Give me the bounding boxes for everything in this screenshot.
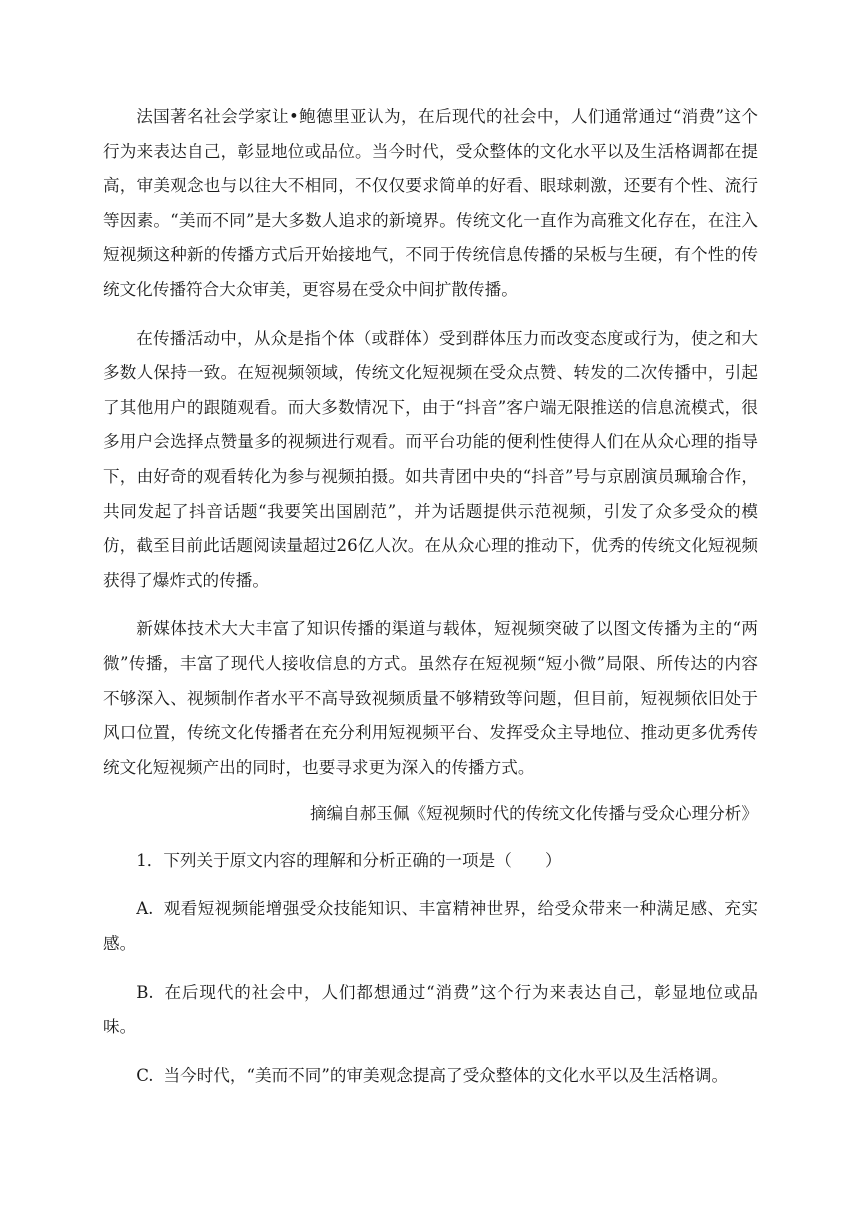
paragraph-3: 新媒体技术大大丰富了知识传播的渠道与载体，短视频突破了以图文传播为主的“两微”传播，丰富了现代人接收信息的方式。虽然存在短视频“短小微”局限、所传达的内容不够深入、视频制作者水平不高导致视频质量不够精致等问题，但目前，短视频依旧处于风口位置，传统文化传播者在充分利用短视频平台、发挥受众主导地位、推动更多优秀传统文化短视频产出的同时，也要寻求更为深入的传播方式。: [103, 619, 758, 777]
paragraph-2: 在传播活动中，从众是指个体（或群体）受到群体压力而改变态度或行为，使之和大多数人保持一致。在短视频领域，传统文化短视频在受众点赞、转发的二次传播中，引起了其他用户的跟随观看。而大多数情况下，由于“抖音”客户端无限推送的信息流模式，很多用户会选择点赞量多的视频进行观看。而平台功能的便利性使得人们在从众心理的指导下，由好奇的观看转化为参与视频拍摄。如共青团中央的“抖音”号与京剧演员珮瑜合作，共同发起了抖音话题“我要笑出国剧范”，并为话题提供示范视频，引发了众多受众的模仿，截至目前此话题阅读量超过26亿人次。在从众心理的推动下，优秀的传统文化短视频获得了爆炸式的传播。: [103, 328, 758, 590]
option-a-letter: A.: [136, 899, 154, 919]
source-citation: 摘编自郝玉佩《短视频时代的传统文化传播与受众心理分析》: [309, 804, 758, 824]
document-page: [103, 100, 758, 1093]
option-c: [103, 1059, 758, 1094]
question-stem: 1．下列关于原文内容的理解和分析正确的一项是（ ）: [136, 850, 562, 870]
option-a: [103, 892, 758, 961]
option-c-text: 当今时代，“美而不同”的审美观念提高了受众整体的文化水平以及生活格调。: [163, 1065, 729, 1085]
option-c-letter: C.: [136, 1065, 154, 1085]
option-b-text: 在后现代的社会中，人们都想通过“消费”这个行为来表达自己，彰显地位或品味。: [103, 982, 758, 1037]
paragraph-1: 法国著名社会学家让•鲍德里亚认为，在后现代的社会中，人们通常通过“消费”这个行为来表达自己，彰显地位或品位。当今时代，受众整体的文化水平以及生活格调都在提高，审美观念也与以往大不相同，不仅仅要求简单的好看、眼球刺激，还要有个性、流行等因素。“美而不同”是大多数人追求的新境界。传统文化一直作为高雅文化存在，在注入短视频这种新的传播方式后开始接地气，不同于传统信息传播的呆板与生硬，有个性的传统文化传播符合大众审美，更容易在受众中间扩散传播。: [103, 107, 758, 299]
option-b: [103, 976, 758, 1045]
option-a-text: 观看短视频能增强受众技能知识、丰富精神世界，给受众带来一种满足感、充实感。: [103, 899, 758, 954]
option-b-letter: B.: [136, 982, 154, 1002]
